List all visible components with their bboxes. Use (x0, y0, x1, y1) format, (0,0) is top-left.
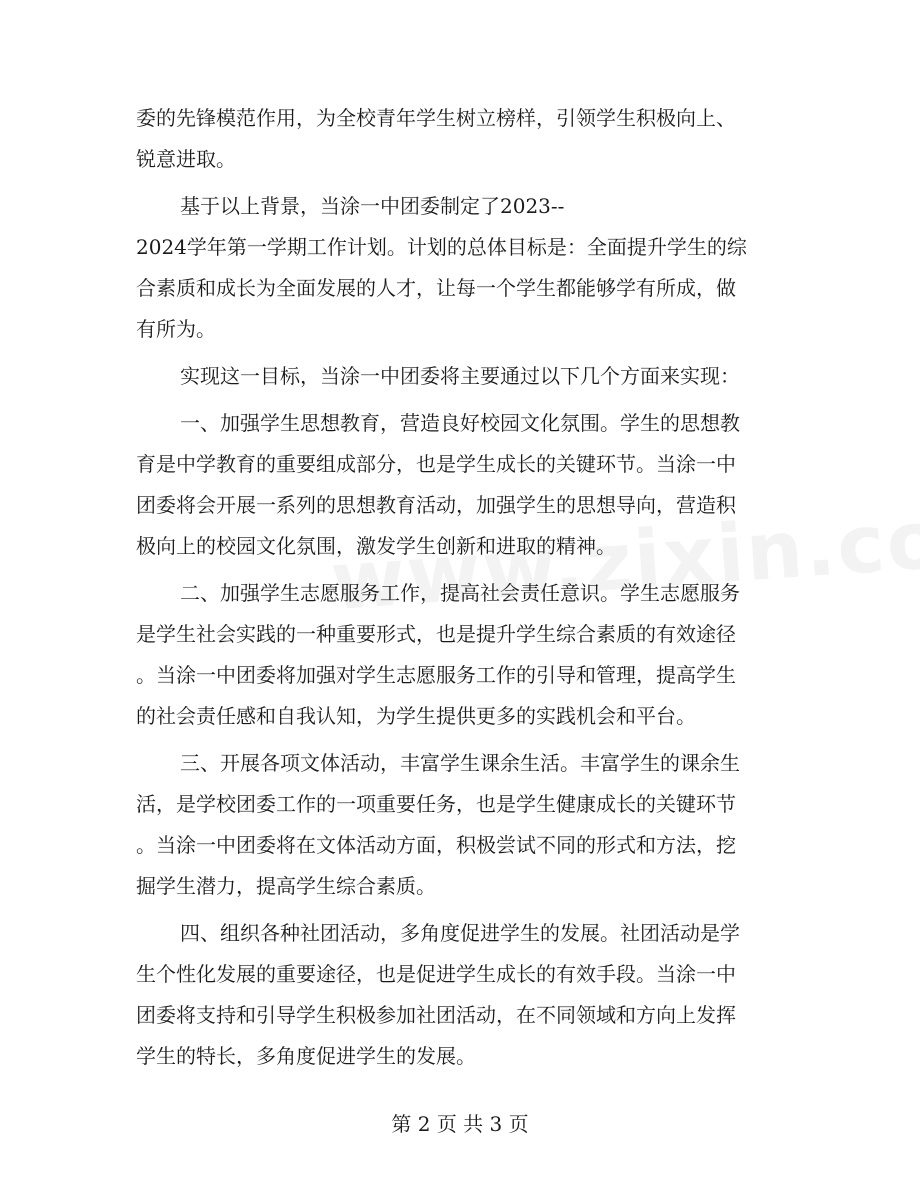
paragraph (136, 98, 786, 180)
text-line: 学生的特长，多角度促进学生的发展。 (136, 1044, 476, 1068)
text-line: 。当涂一中团委将在文体活动方面，积极尝试不同的形式和方法，挖 (136, 833, 736, 857)
text-line: 实现这一目标，当涂一中团委将主要通过以下几个方面来实现： (180, 364, 740, 388)
text-line: 育是中学教育的重要组成部分，也是学生成长的关键环节。当涂一中 (136, 452, 736, 476)
text-line: 三、开展各项文体活动，丰富学生课余生活。丰富学生的课余生 (180, 751, 740, 775)
text-line: 。当涂一中团委将加强对学生志愿服务工作的引导和管理，提高学生 (136, 663, 736, 687)
text-line: 委的先锋模范作用，为全校青年学生树立榜样，引领学生积极向上、 (136, 106, 736, 130)
paragraph (136, 186, 786, 350)
text-line: 团委将会开展一系列的思想教育活动，加强学生的思想导向，营造积 (136, 493, 736, 517)
text-line: 活，是学校团委工作的一项重要任务，也是学生健康成长的关键环节 (136, 792, 736, 816)
text-line: 锐意进取。 (136, 147, 236, 171)
text-line: 二、加强学生志愿服务工作，提高社会责任意识。学生志愿服务 (180, 581, 740, 605)
text-line: 基于以上背景，当涂一中团委制定了2023-- (180, 194, 565, 218)
text-line: 是学生社会实践的一种重要形式，也是提升学生综合素质的有效途径 (136, 622, 736, 646)
text-line: 2024学年第一学期工作计划。计划的总体目标是：全面提升学生的综 (136, 235, 747, 259)
paragraph (136, 573, 786, 737)
text-line: 有所为。 (136, 317, 216, 341)
text-line: 掘学生潜力，提高学生综合素质。 (136, 874, 436, 898)
paragraph (136, 403, 786, 567)
paragraph (136, 743, 786, 907)
text-line: 一、加强学生思想教育，营造良好校园文化氛围。学生的思想教 (180, 411, 740, 435)
text-line: 四、组织各种社团活动，多角度促进学生的发展。社团活动是学 (180, 921, 740, 945)
page-number-footer: 第 2 页 共 3 页 (391, 1112, 529, 1136)
text-line: 合素质和成长为全面发展的人才，让每一个学生都能够学有所成，做 (136, 276, 736, 300)
text-line: 生个性化发展的重要途径，也是促进学生成长的有效手段。当涂一中 (136, 962, 736, 986)
paragraph (136, 356, 786, 397)
text-line: 团委将支持和引导学生积极参加社团活动，在不同领域和方向上发挥 (136, 1003, 736, 1027)
document-body (136, 98, 786, 1077)
text-line: 极向上的校园文化氛围，激发学生创新和进取的精神。 (136, 534, 616, 558)
text-line: 的社会责任感和自我认知，为学生提供更多的实践机会和平台。 (136, 704, 696, 728)
paragraph (136, 913, 786, 1077)
